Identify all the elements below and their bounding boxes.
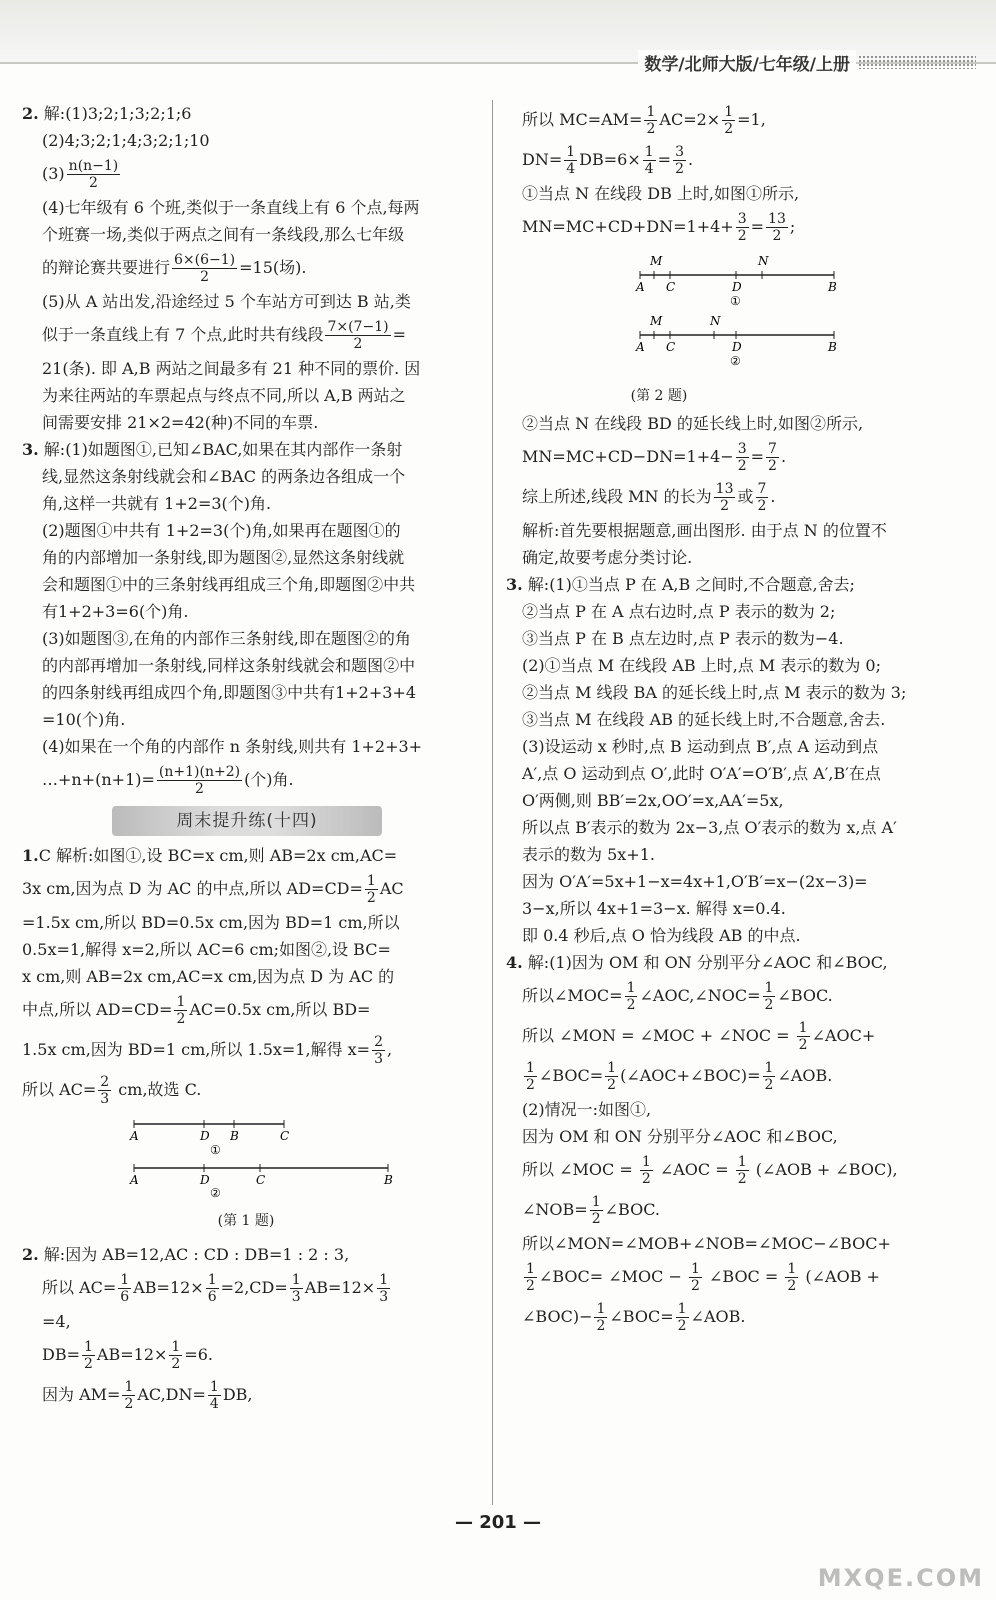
- fraction: $\frac{1}{2}$: [646, 104, 656, 137]
- fig-num-1: ①: [210, 1143, 221, 1157]
- fraction: $\frac{13}{2}$: [715, 481, 734, 514]
- label-n-2: N: [710, 314, 721, 328]
- q2-block: 2. 解:(1)3;2;1;3;2;1;6 (2)4;3;2;1;4;3;2;1;10 (3) $\frac{n(n-1)}{2}$ (4)七年级有 6 个班,类似于一条直线上有 6 个点,每两 个班赛一场,类似于两点之间有一条线段,那么七年级 的辩论赛共要进行 $\frac{6\times(6-1)}{2}$ =15(场). (5)从 A 站出发,沿途经过 5 个车站方可到达 B 站,类 似于一条直线上有 7 个点,此时共有线段 $\frac{7\times(7-1)}{2}$ = 21(条). 即 A,B 两站之间最多有 21 种不同的票价. 因 为来往两站的车票起点与终点不同,所以 A,B 两站之 间需要安排 21×2=42(种)不同的车票.: [22, 104, 421, 432]
- header-title: 数学/北师大版/七年级/上册: [638, 50, 856, 75]
- label-c-2: C: [256, 1173, 266, 1187]
- label-d-3: D: [732, 280, 742, 294]
- header-dots: [858, 55, 976, 69]
- label-a-3: A: [636, 280, 645, 294]
- fig-num-4: ②: [730, 354, 741, 368]
- label-b-1: B: [230, 1129, 239, 1143]
- fraction: $\frac{2}{3}$: [100, 1074, 110, 1107]
- label-m-1: M: [650, 254, 663, 268]
- figure-caption-1: (第 1 题): [217, 1213, 275, 1229]
- q3-block: 3. 解:(1)如题图①,已知∠BAC,如果在其内部作一条射 线,显然这条射线就会和∠BAC 的两条边各组成一个 角,这样一共就有 1+2=3(个)角. (2)题图①中共有 1+2=3(个)角,如果再在题图①的 角的内部增加一条射线,即为题图②,显然这条射线就 会和题图①中的三条射线再组成三个角,即题图②中共 有1+2+3=6(个)角. (3)如题图③,在角的内部作三条射线,即在题图②的角 的内部再增加一条射线,同样这条射线就会和题图②中 的四条射线再组成四个角,即题图③中共有1+2+3+4 =10(个)角. (4)如果在一个角的内部作 n 条射线,则共有 1+2+3+ …+n+(n+1)= $\frac{(n+1)(n+2)}{2}$ (个)角.: [22, 440, 423, 797]
- fraction: $\frac{1}{2}$: [124, 1379, 134, 1412]
- fraction: $\frac{1}{4}$: [209, 1379, 219, 1412]
- fraction: $\frac{1}{2}$: [677, 1301, 687, 1334]
- label-c-3: C: [666, 280, 676, 294]
- fraction: $\frac{2}{3}$: [374, 1034, 384, 1067]
- fraction: $\frac{1}{6}$: [120, 1272, 130, 1305]
- label-c-4: C: [666, 340, 676, 354]
- left-column: [22, 100, 470, 1415]
- fraction: $\frac{1}{2}$: [84, 1339, 93, 1372]
- fraction: $\frac{1}{2}$: [787, 1261, 797, 1294]
- fraction: $\frac{1}{2}$: [764, 1060, 774, 1093]
- fraction: $\frac{1}{2}$: [526, 1261, 535, 1294]
- fraction: $\frac{7}{2}$: [768, 441, 777, 474]
- fig-num-3: ①: [730, 294, 741, 308]
- label-n-1: N: [758, 254, 769, 268]
- fraction: $\frac{(n+1)(n+2)}{2}$: [158, 764, 241, 797]
- fraction: $\frac{1}{2}$: [171, 1339, 181, 1372]
- fraction: $\frac{6\times(6-1)}{2}$: [174, 252, 236, 285]
- fraction: $\frac{1}{2}$: [176, 994, 186, 1027]
- fraction: $\frac{1}{2}$: [690, 1261, 700, 1294]
- label-b-2: B: [384, 1173, 393, 1187]
- rq4-block: 4. 解:(1)因为 OM 和 ON 分别平分∠AOC 和∠BOC, 所以∠MOC= $\frac{1}{2}$ ∠AOC,∠NOC= $\frac{1}{2}$ ∠BOC. 所以 ∠MON = ∠MOC + ∠NOC = $\frac{1}{2}$ ∠AOC+ $\frac{1}{2}$ ∠BOC= $\frac{1}{2}$ (∠AOC+∠BOC)= $\frac{1}{2}$ ∠AOB. (2)情况一:如图①, 因为 OM 和 ON 分别平分∠AOC 和∠BOC, 所以 ∠MOC = $\frac{1}{2}$ ∠AOC = $\frac{1}{2}$ (∠AOB + ∠BOC), ∠NOB= $\frac{1}{2}$ ∠BOC. 所以∠MON=∠MOB+∠NOB=∠MOC−∠BOC+ $\frac{1}{2}$ ∠BOC= ∠MOC − $\frac{1}{2}$ ∠BOC = $\frac{1}{2}$ (∠AOB + ∠BOC)− $\frac{1}{2}$ ∠BOC= $\frac{1}{2}$ ∠AOB.: [506, 953, 898, 1334]
- figure-q1: [22, 1112, 470, 1198]
- fraction: $\frac{1}{3}$: [379, 1272, 389, 1305]
- label-d-1: D: [200, 1129, 210, 1143]
- label-b-4: B: [828, 340, 837, 354]
- page-number: — 201 —: [454, 1512, 542, 1533]
- fraction: $\frac{1}{2}$: [626, 980, 636, 1013]
- right-column: 所以 MC=AM= $\frac{1}{2}$ AC=2× $\frac{1}{2}$ =1, DN= $\frac{1}{4}$ DB=6× $\frac{1}{4}$ = $\frac{3}{2}$ . ①当点 N 在线段 DB 上时,如图①所示, MN=MC+CD+DN=1+4+ $\frac{3}{2}$ = $\frac{13}{2}$ ; M N A C D B ① M N A C D B ② (第 2 题) ②当点 N 在线段 BD 的延长线上时,如图②所示, MN=MC+CD−DN=1+4− $\frac{3}{2}$ = $\frac{7}{2}$ . 综上所述,线段 MN 的长为 $\frac{13}{2}$ 或 $\frac{7}{2}$ . 解析:首先要根据题意,画出图形. 由于点 N 的位置不 确定,故要考虑分类讨论. 3. 解:(1)①当点 P 在 A,B 之间时,不合题意,舍去; ②当点 P 在 A 点右边时,点 P 表示的数为 2; ③当点 P 在 B 点左边时,点 P 表示的数为−4. (2)①当点 M 在线段 AB 上时,点 M 表示的数为 0; ②当点 M 线段 BA 的延长线上时,点 M 表示的数为 3; ③当点 M 在线段 AB 的延长线上时,不合题意,舍去. (3)设运动 x 秒时,点 B 运动到点 B′,点 A 运动到点 A′,点 O 运动到点 O′,此时 O′A′=O′B′,点 A′,B′在点 O′两侧,则 BB′=2x,OO′=x,AA′=5x, 所以点 B′表示的数为 2x−3,点 O′表示的数为 x,点 A′ 表示的数为 5x+1. 因为 O′A′=5x+1−x=4x+1,O′B′=x−(2x−3)= 3−x,所以 4x+1=3−x. 解得 x=0.4. 即 0.4 秒后,点 O 恰为线段 AB 的中点. 4. 解:(1)因为 OM 和 ON 分别平分∠AOC 和∠BOC, 所以∠MOC= $\frac{1}{2}$ ∠AOC,∠NOC= $\frac{1}{2}$ ∠BOC. 所以 ∠MON = ∠MOC + ∠NOC = $\frac{1}{2}$ ∠AOC+ $\frac{1}{2}$ ∠BOC= $\frac{1}{2}$ (∠AOC+∠BOC)= $\frac{1}{2}$ ∠AOB. (2)情况一:如图①, 因为 OM 和 ON 分别平分∠AOC 和∠BOC, 所以 ∠MOC = $\frac{1}{2}$ ∠AOC = $\frac{1}{2}$ (∠AOB + ∠BOC), ∠NOB= $\frac{1}{2}$ ∠BOC. 所以∠MON=∠MOB+∠NOB=∠MOC−∠BOC+ $\frac{1}{2}$ ∠BOC= ∠MOC − $\frac{1}{2}$ ∠BOC = $\frac{1}{2}$ (∠AOB + ∠BOC)− $\frac{1}{2}$ ∠BOC= $\frac{1}{2}$ ∠AOB.: [522, 100, 976, 1337]
- figure-q2: [522, 249, 976, 373]
- fraction: $\frac{1}{2}$: [366, 873, 376, 906]
- fraction: $\frac{1}{2}$: [724, 104, 734, 137]
- fraction: $\frac{13}{2}$: [768, 211, 786, 244]
- fraction: $\frac{1}{6}$: [207, 1272, 217, 1305]
- figure-caption-2: (第 2 题): [630, 388, 688, 404]
- column-divider: [492, 100, 493, 1505]
- fraction: $\frac{1}{2}$: [526, 1060, 535, 1093]
- rq3-block: 3. 解:(1)①当点 P 在 A,B 之间时,不合题意,舍去; ②当点 P 在 A 点右边时,点 P 表示的数为 2; ③当点 P 在 B 点左边时,点 P 表示的数为−4. (2)①当点 M 在线段 AB 上时,点 M 表示的数为 0; ②当点 M 线段 BA 的延长线上时,点 M 表示的数为 3; ③当点 M 在线段 AB 的延长线上时,不合题意,舍去. (3)设运动 x 秒时,点 B 运动到点 B′,点 A 运动到点 A′,点 O 运动到点 O′,此时 O′A′=O′B′,点 A′,B′在点 O′两侧,则 BB′=2x,OO′=x,AA′=5x, 所以点 B′表示的数为 2x−3,点 O′表示的数为 x,点 A′ 表示的数为 5x+1. 因为 O′A′=5x+1−x=4x+1,O′B′=x−(2x−3)= 3−x,所以 4x+1=3−x. 解得 x=0.4. 即 0.4 秒后,点 O 恰为线段 AB 的中点.: [506, 575, 907, 945]
- fraction: $\frac{1}{2}$: [737, 1154, 747, 1187]
- watermark: MXQE.COM: [817, 1564, 984, 1592]
- label-a-1: A: [130, 1129, 139, 1143]
- label-a-4: A: [636, 340, 645, 354]
- fraction: $\frac{7\times(7-1)}{2}$: [327, 319, 389, 352]
- w1-block: 1.C 解析:如图①,设 BC=x cm,则 AB=2x cm,AC= 3x cm,因为点 D 为 AC 的中点,所以 AD=CD= $\frac{1}{2}$ AC =1.5x cm,所以 BD=0.5x cm,因为 BD=1 cm,所以 0.5x=1,解得 x=2,所以 AC=6 cm;如图②,设 BC= x cm,则 AB=2x cm,AC=x cm,因为点 D 为 AC 的 中点,所以 AD=CD= $\frac{1}{2}$ AC=0.5x cm,所以 BD= 1.5x cm,因为 BD=1 cm,所以 1.5x=1,解得 x= $\frac{2}{3}$ , 所以 AC= $\frac{2}{3}$ cm,故选 C. A D B C ① A D C B ② (第 1 题): [22, 842, 470, 1235]
- fraction: $\frac{3}{2}$: [675, 144, 684, 177]
- fraction: $\frac{1}{2}$: [591, 1194, 601, 1227]
- fraction: $\frac{n(n-1)}{2}$: [68, 158, 119, 191]
- label-m-2: M: [650, 314, 663, 328]
- fraction: $\frac{1}{4}$: [566, 144, 576, 177]
- fraction: $\frac{1}{2}$: [798, 1020, 808, 1053]
- label-a-2: A: [130, 1173, 139, 1187]
- fraction: $\frac{7}{2}$: [757, 481, 767, 514]
- label-c-1: C: [280, 1129, 290, 1143]
- label-b-3: B: [828, 280, 837, 294]
- fraction: $\frac{3}{2}$: [737, 211, 747, 244]
- fraction: $\frac{1}{2}$: [641, 1154, 651, 1187]
- fig-num-2: ②: [210, 1186, 221, 1198]
- label-d-4: D: [732, 340, 742, 354]
- fraction: $\frac{1}{2}$: [764, 980, 774, 1013]
- w2-block: 2. 解:因为 AB=12,AC : CD : DB=1 : 2 : 3, 所以 AC= $\frac{1}{6}$ AB=12× $\frac{1}{6}$ =2,CD= $\frac{1}{3}$ AB=12× $\frac{1}{3}$ =4, DB= $\frac{1}{2}$ AB=12× $\frac{1}{2}$ =6. 因为 AM= $\frac{1}{2}$ AC,DN= $\frac{1}{4}$ DB,: [22, 1245, 389, 1412]
- fraction: $\frac{1}{2}$: [596, 1301, 606, 1334]
- fraction: $\frac{1}{4}$: [644, 144, 654, 177]
- fraction: $\frac{1}{2}$: [607, 1060, 617, 1093]
- fraction: $\frac{3}{2}$: [737, 441, 747, 474]
- label-d-2: D: [200, 1173, 210, 1187]
- section-banner: 周末提升练(十四): [112, 806, 382, 836]
- fraction: $\frac{1}{3}$: [291, 1272, 301, 1305]
